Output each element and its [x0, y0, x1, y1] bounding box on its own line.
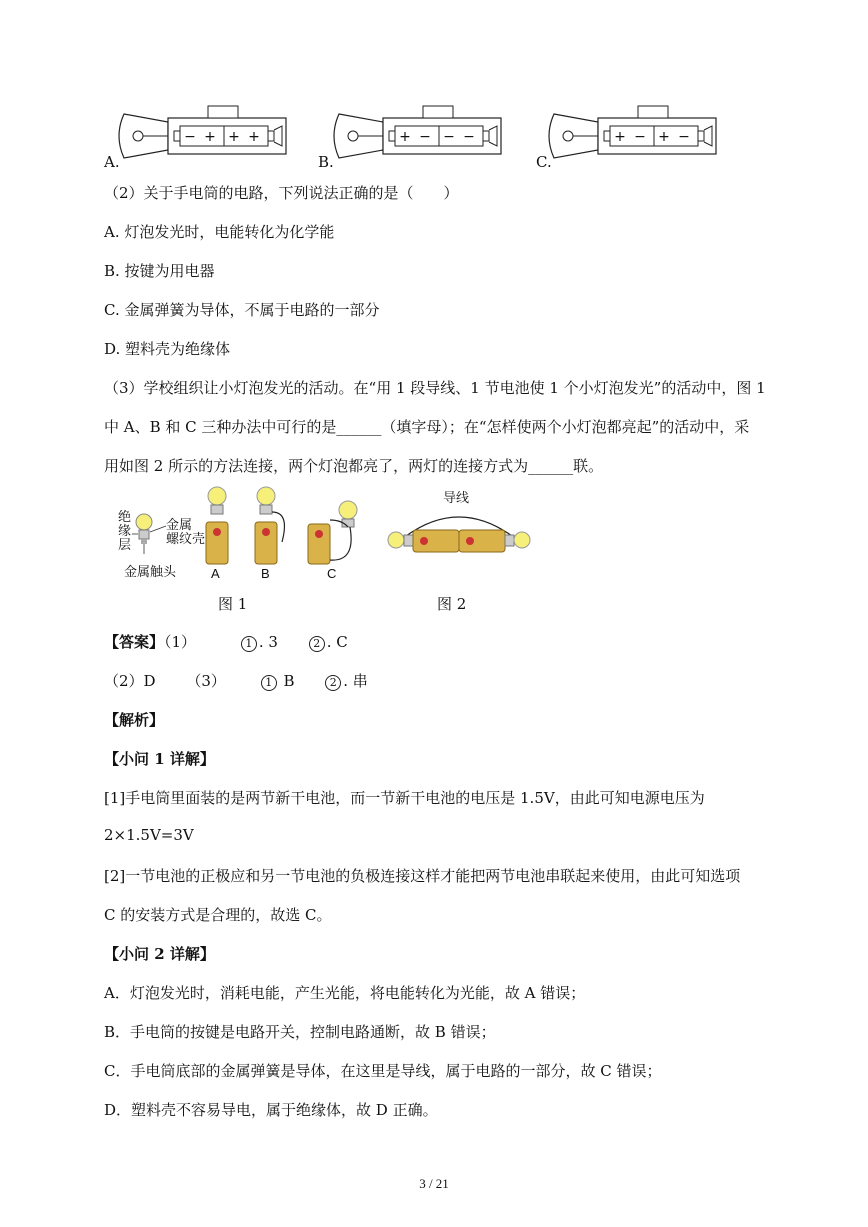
polarity-sign: + [248, 129, 260, 145]
label-insulation-3: 层 [118, 537, 132, 552]
q2-option-c: C. 金属弹簧为导体，不属于电路的一部分 [104, 301, 380, 319]
polarity-sign: − [463, 129, 475, 145]
label-insulation-2: 缘 [118, 523, 132, 538]
polarity-sign: − [419, 129, 431, 145]
q3-line-2: 中 A、B 和 C 三种办法中可行的是______（填字母）；在“怎样使两个小灯泡都亮起”的活动中，采 [104, 418, 750, 436]
q2-stem: （2）关于手电筒的电路，下列说法正确的是（ ） [104, 184, 459, 202]
label-wire: 导线 [443, 490, 470, 505]
answer-line-2 [104, 670, 368, 691]
answer-line-1 [104, 631, 348, 652]
flashlight-c [549, 106, 716, 158]
q3-line-1: （3）学校组织让小灯泡发光的活动。在“用 1 段导线、1 节电池使 1 个小灯泡发光”的活动中，图 1 [104, 379, 766, 397]
switch [423, 106, 453, 118]
polarity-sign: + [614, 129, 626, 145]
label-metal-shell-1: 金属 [166, 517, 193, 532]
bulb [133, 131, 143, 141]
answer-part-2: （2）D [104, 672, 156, 690]
polarity-sign: − [443, 129, 455, 145]
answer-part-3: （3） [186, 672, 226, 690]
option-b-label: B. [318, 153, 334, 171]
polarity-sign: − [634, 129, 646, 145]
section-2-line-c: C．手电筒底部的金属弹簧是导体，在这里是导线，属于电路的一部分，故 C 错误； [104, 1062, 662, 1080]
q2-option-b: B. 按键为用电器 [104, 262, 215, 280]
q2-option-a: A. 灯泡发光时，电能转化为化学能 [104, 223, 335, 241]
polarity-sign: + [658, 129, 670, 145]
flashlight-figures [100, 100, 740, 172]
section-1-line-4: C 的安装方式是合理的，故选 C。 [104, 906, 332, 924]
polarity-sign: − [678, 129, 690, 145]
answer-value-4: . 串 [343, 672, 368, 690]
bulb [348, 131, 358, 141]
label-metal-shell-2: 螺纹壳 [166, 531, 206, 546]
figure-2-diagram [384, 500, 534, 560]
fig1-label-a: A [211, 566, 220, 581]
analysis-label: 【解析】 [104, 711, 165, 729]
section-2-line-b: B．手电筒的按键是电路开关，控制电路通断，故 B 错误； [104, 1023, 496, 1041]
bulb [563, 131, 573, 141]
option-c-label: C. [536, 153, 552, 171]
polarity-sign: + [228, 129, 240, 145]
polarity-sign: + [204, 129, 216, 145]
label-metal-shell [166, 518, 205, 546]
section-1-line-1: [1]手电筒里面装的是两节新干电池，而一节新干电池的电压是 1.5V，由此可知电源电压为 [104, 789, 705, 807]
switch [208, 106, 238, 118]
section-1-heading: 【小问 1 详解】 [104, 750, 215, 768]
section-1-line-2: 2×1.5V=3V [104, 826, 194, 844]
label-metal-contact: 金属触头 [124, 564, 177, 579]
section-2-heading: 【小问 2 详解】 [104, 945, 215, 963]
answer-number-1: 1 [241, 636, 257, 652]
fig1-label-b: B [261, 566, 270, 581]
q3-line-3: 用如图 2 所示的方法连接，两个灯泡都亮了，两灯的连接方式为______联。 [104, 457, 604, 475]
answer-part-1: （1） [164, 633, 197, 651]
figure-1-caption: 图 1 [218, 595, 248, 613]
answer-label: 【答案】 [104, 633, 165, 651]
flashlight-a [119, 106, 286, 158]
label-insulation-1: 绝 [118, 509, 132, 524]
answer-number-4: 2 [325, 675, 341, 691]
answer-value-1: . 3 [258, 633, 278, 651]
answer-value-2: . C [326, 633, 348, 651]
fig1-label-c: C [327, 566, 337, 581]
switch [638, 106, 668, 118]
flashlight-b [334, 106, 501, 158]
answer-number-2: 2 [309, 636, 325, 652]
section-2-line-d: D．塑料壳不容易导电，属于绝缘体，故 D 正确。 [104, 1101, 438, 1119]
q2-option-d: D. 塑料壳为绝缘体 [104, 340, 231, 358]
option-a-label: A. [104, 153, 120, 171]
section-1-line-3: [2]一节电池的正极应和另一节电池的负极连接这样才能把两节电池串联起来使用，由此可知选项 [104, 867, 741, 885]
section-2-line-a: A．灯泡发光时，消耗电能，产生光能，将电能转化为光能，故 A 错误； [104, 984, 586, 1002]
polarity-sign: + [399, 129, 411, 145]
page-number: 3 / 21 [419, 1176, 449, 1191]
polarity-sign: − [184, 129, 196, 145]
answer-value-3: B [278, 672, 295, 690]
figure-2-caption: 图 2 [437, 595, 467, 613]
label-insulation [118, 510, 131, 552]
answer-number-3: 1 [261, 675, 277, 691]
